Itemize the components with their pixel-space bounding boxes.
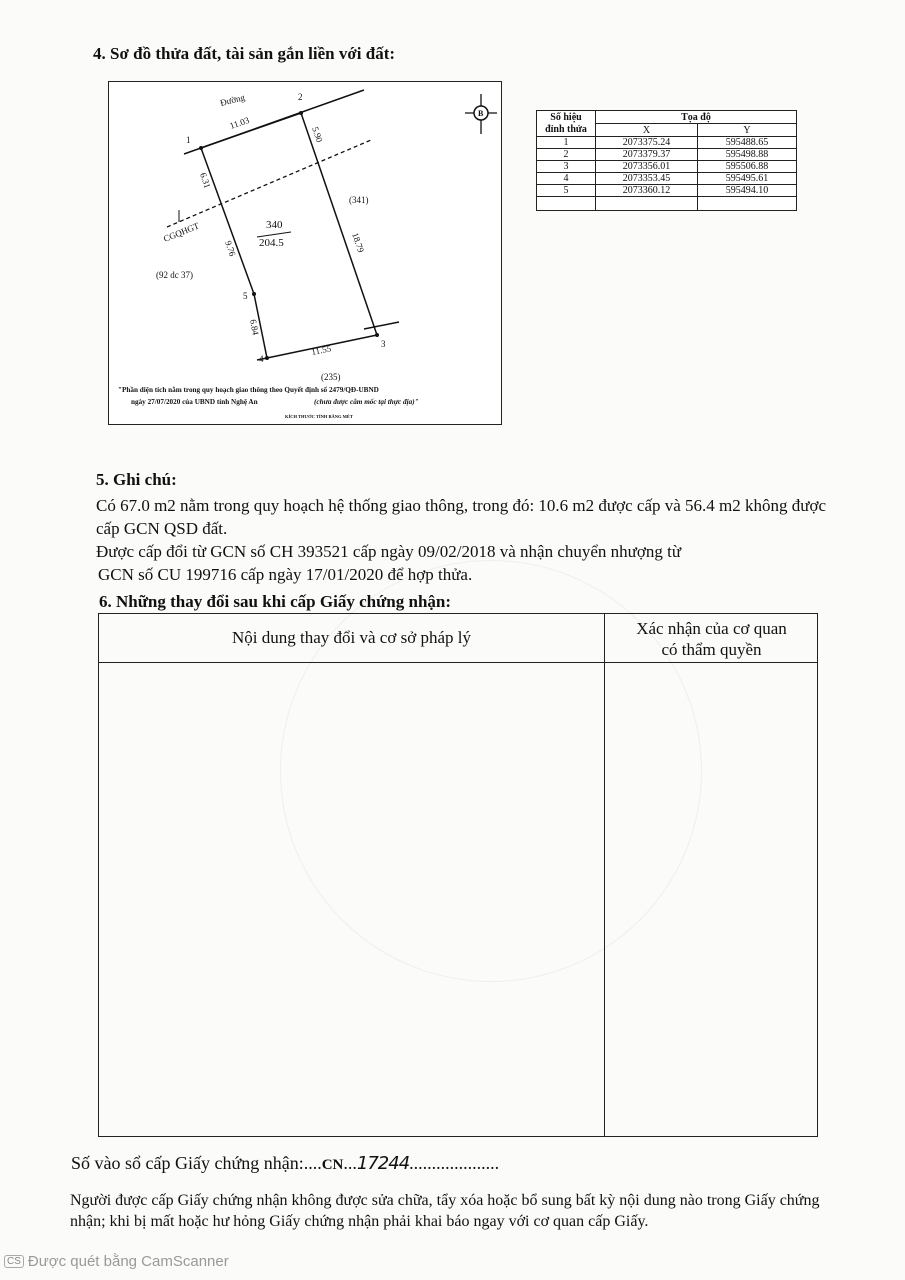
plan-note-line2a: ngày 27/07/2020 của UBND tỉnh Nghệ An bbox=[131, 398, 258, 406]
scanner-watermark: CS Được quét bằng CamScanner bbox=[4, 1253, 229, 1270]
plan-note-line2b: (chưa được cắm mốc tại thực địa)" bbox=[314, 398, 419, 406]
plan-scale: KÍCH THƯỚC TÍNH BẰNG MÉT bbox=[285, 414, 353, 419]
plot-edge-5-1 bbox=[201, 148, 254, 294]
coord-col-x: X bbox=[596, 124, 698, 137]
edge-label-1-2: 11.03 bbox=[228, 114, 251, 131]
plot-edge-2-3 bbox=[301, 113, 377, 335]
section-6-title: 6. Những thay đổi sau khi cấp Giấy chứng nhận: bbox=[99, 592, 452, 611]
registry-label: Số vào sổ cấp Giấy chứng nhận: bbox=[71, 1153, 304, 1173]
warning-text: Người được cấp Giấy chứng nhận không được sửa chữa, tẩy xóa hoặc bổ sung bất kỳ nội dung nào trong Giấy chứng nhận; khi bị mất hoặc hư hỏng Giấy chứng nhận phải khai báo ngay với cơ quan cấp Giấy. bbox=[70, 1192, 820, 1230]
plot-edge-1-2 bbox=[201, 113, 301, 148]
boundary-ext-3 bbox=[364, 322, 399, 329]
parcel-area: 204.5 bbox=[259, 237, 284, 249]
north-letter: B bbox=[478, 109, 484, 118]
point-label-3: 3 bbox=[381, 339, 386, 349]
table-row: 5 2073360.12 595494.10 bbox=[537, 185, 797, 197]
road-label: Đường bbox=[219, 92, 246, 108]
coord-col-y: Y bbox=[698, 124, 797, 137]
changes-table bbox=[98, 613, 818, 1137]
planning-label: CGQHGT bbox=[162, 220, 201, 244]
table-row: 3 2073356.01 595506.88 bbox=[537, 161, 797, 173]
section-5-note bbox=[96, 494, 826, 586]
neighbor-right: (341) bbox=[349, 195, 369, 205]
section-5-title: 5. Ghi chú: bbox=[96, 470, 177, 489]
point-label-5: 5 bbox=[243, 291, 248, 301]
coordinate-table bbox=[536, 110, 797, 211]
table-row: 1 2073375.24 595488.65 bbox=[537, 137, 797, 149]
neighbor-left: (92 dc 37) bbox=[156, 270, 193, 280]
point-label-1: 1 bbox=[186, 135, 191, 145]
table-row: 2 2073379.37 595498.88 bbox=[537, 149, 797, 161]
edge-label-5-4: 6.84 bbox=[248, 318, 261, 336]
edge-label-2-top: 5.90 bbox=[310, 125, 325, 144]
table-row: 4 2073353.45 595495.61 bbox=[537, 173, 797, 185]
note-line-3: GCN số CU 199716 cấp ngày 17/01/2020 để hợp thửa. bbox=[98, 565, 473, 584]
coord-header-point: Số hiệu đỉnh thửa bbox=[537, 111, 596, 137]
changes-col-content: Nội dung thay đổi và cơ sở pháp lý bbox=[232, 628, 471, 647]
registry-handwritten-number: 17244 bbox=[356, 1153, 410, 1174]
edge-label-3-2: 18.79 bbox=[350, 231, 367, 254]
point-label-4: 4 bbox=[259, 354, 264, 364]
changes-col-confirm: Xác nhận của cơ quan có thẩm quyền bbox=[636, 619, 787, 659]
section-4-title: 4. Sơ đồ thửa đất, tài sản gắn liền với đất: bbox=[93, 44, 396, 63]
planning-boundary-line bbox=[167, 140, 371, 227]
point-label-2: 2 bbox=[298, 92, 303, 102]
neighbor-bottom: (235) bbox=[321, 372, 341, 382]
camscanner-logo-icon: CS bbox=[4, 1255, 24, 1268]
plan-note-line1: "Phần diện tích nằm trong quy hoạch giao thông theo Quyết định số 2479/QĐ-UBND bbox=[118, 386, 379, 394]
land-plot-diagram bbox=[108, 81, 502, 425]
parcel-number: 340 bbox=[266, 219, 283, 231]
table-row bbox=[537, 197, 797, 211]
edge-label-1-left: 6.31 bbox=[198, 171, 213, 190]
note-line-1: Có 67.0 m2 nằm trong quy hoạch hệ thống giao thông, trong đó: 10.6 m2 được cấp và 56.4 m2 không được cấp GCN QSD đất. bbox=[96, 496, 827, 538]
coord-header-coord: Tọa độ bbox=[596, 111, 797, 124]
note-line-2: Được cấp đổi từ GCN số CH 393521 cấp ngày 09/02/2018 và nhận chuyển nhượng từ bbox=[96, 542, 682, 561]
registry-number: Số vào sổ cấp Giấy chứng nhận:....CN...17244.................... bbox=[71, 1153, 500, 1174]
edge-label-4-3: 11.55 bbox=[310, 343, 332, 357]
registry-code: CN bbox=[321, 1157, 344, 1173]
edge-label-left-5: 9.76 bbox=[223, 239, 238, 258]
